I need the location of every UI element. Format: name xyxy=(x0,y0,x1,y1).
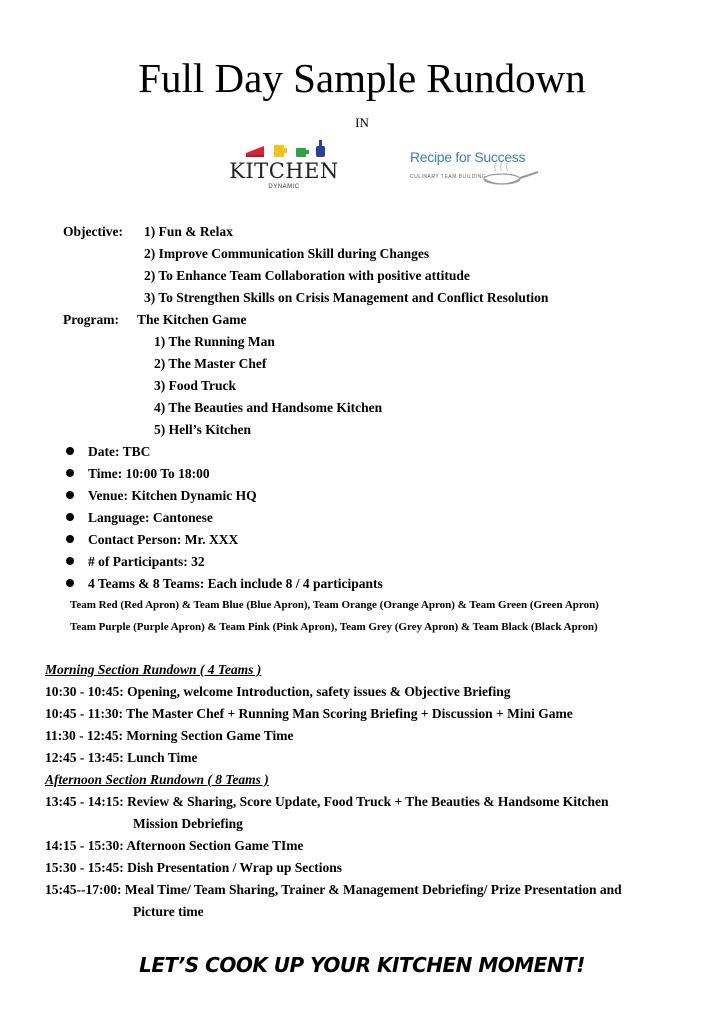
morning-section-heading: Morning Section Rundown ( 4 Teams ) xyxy=(45,662,262,677)
schedule-item-continued: Mission Debriefing xyxy=(133,816,243,831)
kitchen-dynamic-logo xyxy=(226,137,342,199)
objective-item: 2) Improve Communication Skill during Changes xyxy=(144,246,430,261)
schedule-item: 12:45 - 13:45: Lunch Time xyxy=(45,750,198,765)
bullet-icon xyxy=(66,557,74,565)
bullet-icon xyxy=(66,447,74,455)
objective-item: 3) To Strengthen Skills on Crisis Management and Conflict Resolution xyxy=(144,290,549,305)
bullet-icon xyxy=(66,469,74,477)
footer-slogan: LET’S COOK UP YOUR KITCHEN MOMENT! xyxy=(139,953,585,977)
schedule-item: 10:45 - 11:30: The Master Chef + Running Man Scoring Briefing + Discussion + Mini Game xyxy=(45,706,573,721)
detail-time: Time: 10:00 To 18:00 xyxy=(88,466,210,481)
program-item: 3) Food Truck xyxy=(154,378,237,393)
objective-item: 1) Fun & Relax xyxy=(144,224,233,239)
detail-teams: 4 Teams & 8 Teams: Each include 8 / 4 participants xyxy=(88,576,383,591)
program-item: 5) Hell’s Kitchen xyxy=(154,422,251,437)
bullet-icon xyxy=(66,513,74,521)
kitchen-dynamic-logo-tagline: DYNAMIC xyxy=(268,184,300,190)
schedule-item: 10:30 - 10:45: Opening, welcome Introduction, safety issues & Objective Briefing xyxy=(45,684,511,699)
page-subtitle: IN xyxy=(355,115,369,130)
program-item: 2) The Master Chef xyxy=(154,356,267,371)
program-item: 1) The Running Man xyxy=(154,334,275,349)
schedule-item: 14:15 - 15:30: Afternoon Section Game TIme xyxy=(45,838,304,853)
schedule-item: 13:45 - 14:15: Review & Sharing, Score Update, Food Truck + The Beauties & Handsome Kitchen xyxy=(45,794,609,809)
frying-pan-icon xyxy=(480,159,540,189)
bullet-icon xyxy=(66,579,74,587)
detail-contact: Contact Person: Mr. XXX xyxy=(88,532,239,547)
objective-item: 2) To Enhance Team Collaboration with positive attitude xyxy=(144,268,470,283)
bullet-icon xyxy=(66,535,74,543)
schedule-item: 15:30 - 15:45: Dish Presentation / Wrap up Sections xyxy=(45,860,343,875)
teams-line: Team Red (Red Apron) & Team Blue (Blue Apron), Team Orange (Orange Apron) & Team Green (Green Apron) xyxy=(70,599,599,611)
recipe-for-success-logo-name: Recipe for Success xyxy=(410,149,526,165)
detail-venue: Venue: Kitchen Dynamic HQ xyxy=(88,488,257,503)
recipe-for-success-logo xyxy=(408,145,538,191)
afternoon-section-heading: Afternoon Section Rundown ( 8 Teams ) xyxy=(45,772,269,787)
program-label: Program: xyxy=(63,312,119,327)
program-name: The Kitchen Game xyxy=(137,312,247,327)
kitchen-utensils-icon xyxy=(226,137,342,161)
detail-date: Date: TBC xyxy=(88,444,151,459)
schedule-item-continued: Picture time xyxy=(133,904,204,919)
detail-language: Language: Cantonese xyxy=(88,510,213,525)
detail-participants: # of Participants: 32 xyxy=(88,554,205,569)
recipe-for-success-logo-tagline: CULINARY TEAM BUILDING xyxy=(410,174,487,180)
teams-line: Team Purple (Purple Apron) & Team Pink (Pink Apron), Team Grey (Grey Apron) & Team Black (Black Apron) xyxy=(70,621,598,633)
objective-label: Objective: xyxy=(63,224,123,239)
program-item: 4) The Beauties and Handsome Kitchen xyxy=(154,400,383,415)
schedule-item: 15:45--17:00: Meal Time/ Team Sharing, Trainer & Management Debriefing/ Prize Presentation and xyxy=(45,882,622,897)
kitchen-dynamic-logo-name: KITCHEN xyxy=(229,159,339,183)
bullet-icon xyxy=(66,491,74,499)
page-title: Full Day Sample Rundown xyxy=(138,55,586,101)
schedule-item: 11:30 - 12:45: Morning Section Game Time xyxy=(45,728,294,743)
